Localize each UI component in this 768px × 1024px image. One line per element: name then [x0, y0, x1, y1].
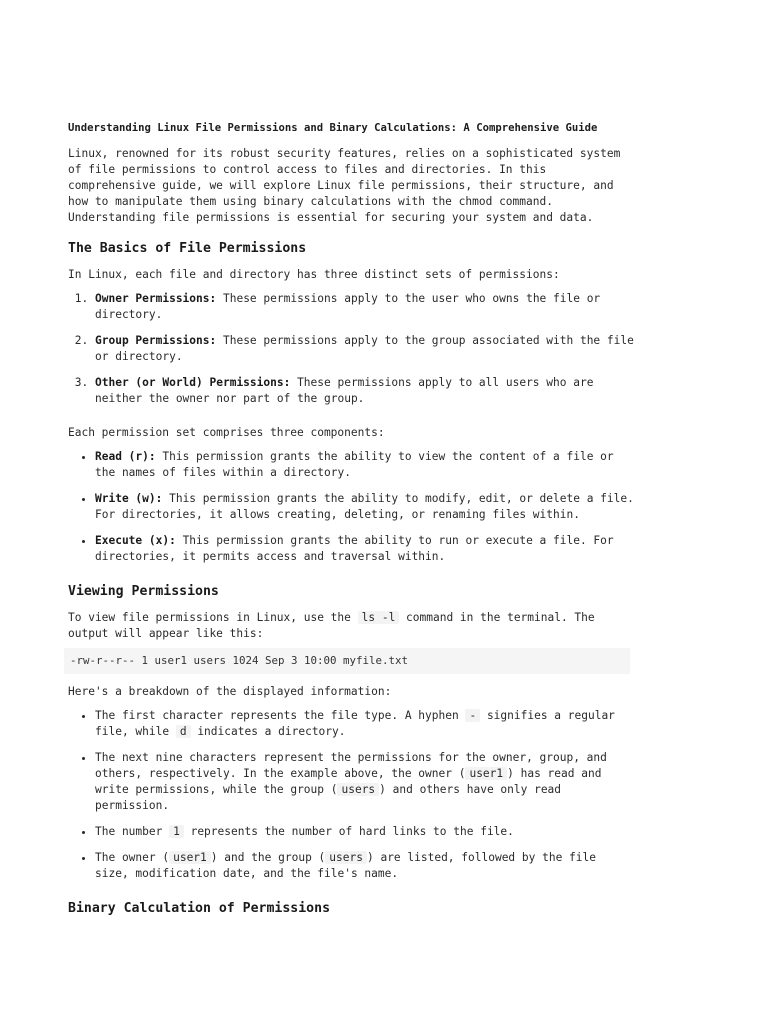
- text-run: represents the number of hard links to the file.: [183, 825, 514, 838]
- list-item-write: [95, 491, 634, 523]
- list-item-file-type: [95, 708, 634, 740]
- item-label: Group Permissions:: [95, 334, 217, 347]
- item-label: Write (w):: [95, 492, 163, 505]
- text-run: indicates a directory.: [190, 725, 346, 738]
- viewing-lead: [68, 610, 634, 642]
- heading-basics: The Basics of File Permissions: [68, 241, 307, 256]
- item-text: These permissions apply to all users who are neither the owner nor part of the group.: [95, 376, 594, 405]
- breakdown-lead: Here's a breakdown of the displayed information:: [68, 685, 392, 698]
- text-run: ) and others have only read permission.: [95, 783, 562, 812]
- list-item-execute: [95, 533, 634, 565]
- intro-paragraph: Linux, renowned for its robust security features, relies on a sophisticated system of file permissions to control access to files and directories. In this comprehensive guide, we will explore Linux file permissions, their structure, and how to manipulate them using binary calculations with the chmod command. Understanding file permissions is essential for securing your system and data.: [68, 147, 621, 224]
- list-item-read: [95, 449, 634, 481]
- item-text: This permission grants the ability to run or execute a file. For directories, it permits access and traversal within.: [95, 534, 614, 563]
- document-title: Understanding Linux File Permissions and Binary Calculations: A Comprehensive Guide: [68, 122, 598, 134]
- item-text: These permissions apply to the group associated with the file or directory.: [95, 334, 634, 363]
- code-block-ls-output: -rw-r--r-- 1 user1 users 1024 Sep 3 10:00 myfile.txt: [64, 648, 630, 674]
- text-run: ) and the group (: [210, 851, 326, 864]
- inline-code: 1: [169, 825, 184, 838]
- item-text: These permissions apply to the user who owns the file or directory.: [95, 292, 601, 321]
- inline-code: users: [337, 783, 379, 796]
- text-run: command in the terminal. The output will appear like this:: [68, 611, 595, 640]
- components-list: [68, 449, 634, 565]
- list-item-permission-chars: [95, 750, 634, 814]
- text-run: The owner (: [95, 851, 170, 864]
- text-run: ) are listed, followed by the file size, modification date, and the file's name.: [95, 851, 596, 880]
- heading-viewing: Viewing Permissions: [68, 584, 219, 599]
- text-run: To view file permissions in Linux, use the: [68, 611, 358, 624]
- item-label: Execute (x):: [95, 534, 176, 547]
- components-lead: Each permission set comprises three components:: [68, 426, 385, 439]
- list-item-hard-links: [95, 824, 634, 840]
- item-text: This permission grants the ability to modify, edit, or delete a file. For directories, it allows creating, deleting, or renaming files within.: [95, 492, 634, 521]
- text-run: signifies a regular file, while: [95, 709, 615, 738]
- inline-code: -: [465, 709, 480, 722]
- item-label: Owner Permissions:: [95, 292, 217, 305]
- item-label: Read (r):: [95, 450, 156, 463]
- list-item-owner: [95, 291, 634, 323]
- breakdown-list: [68, 708, 634, 882]
- inline-code: user1: [169, 851, 211, 864]
- document-page: [68, 120, 634, 927]
- inline-code: users: [325, 851, 367, 864]
- list-item-group: [95, 333, 634, 365]
- list-item-owner-group: [95, 850, 634, 882]
- inline-code: d: [176, 725, 191, 738]
- list-item-other: [95, 375, 634, 407]
- inline-code: user1: [465, 767, 507, 780]
- text-run: ) has read and write permissions, while the group (: [95, 767, 602, 796]
- text-run: The next nine characters represent the permissions for the owner, group, and others, respectively. In the example above, the owner (: [95, 751, 607, 780]
- text-run: The number: [95, 825, 170, 838]
- text-run: The first character represents the file type. A hyphen: [95, 709, 466, 722]
- item-text: This permission grants the ability to view the content of a file or the names of files within a directory.: [95, 450, 614, 479]
- heading-binary: Binary Calculation of Permissions: [68, 901, 331, 916]
- permission-sets-list: [68, 291, 634, 407]
- inline-code-ls: ls -l: [358, 611, 400, 624]
- basics-lead: In Linux, each file and directory has three distinct sets of permissions:: [68, 268, 560, 281]
- item-label: Other (or World) Permissions:: [95, 376, 291, 389]
